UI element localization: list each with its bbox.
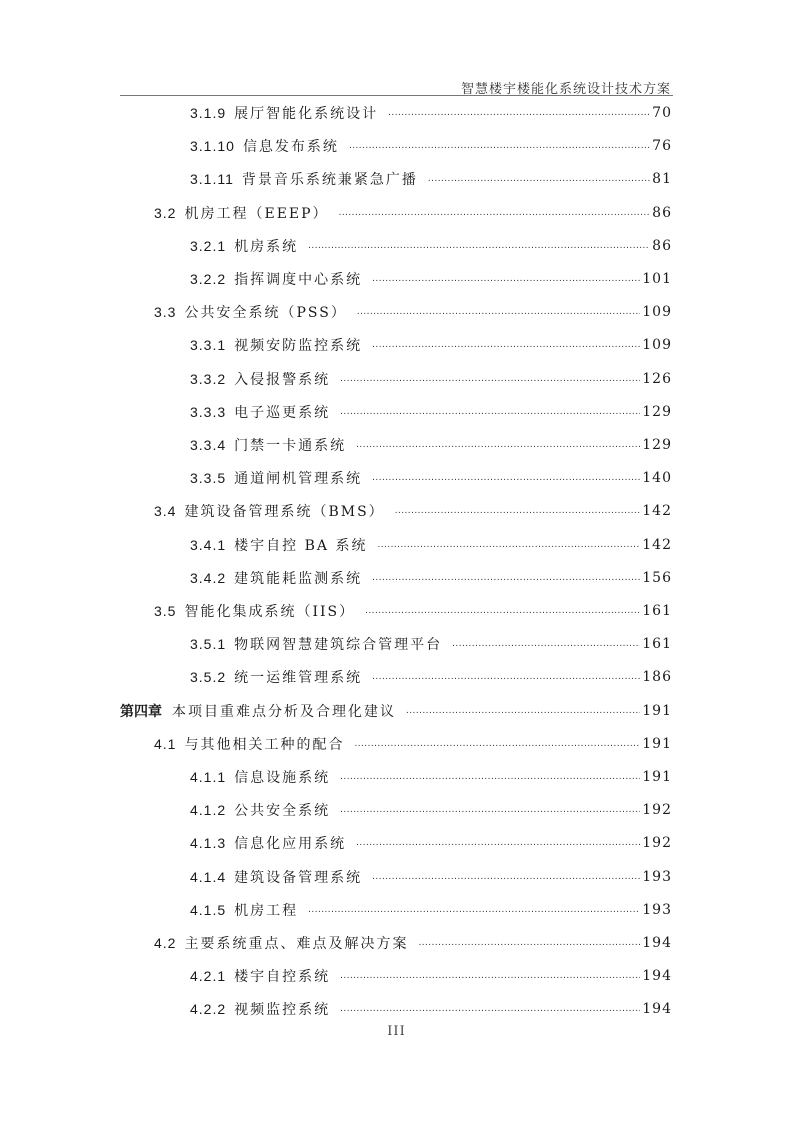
- toc-entry-number: 3.4.2: [190, 569, 227, 586]
- toc-entry[interactable]: [190, 267, 672, 291]
- toc-entry[interactable]: [190, 234, 672, 258]
- toc-entry-title: 主要系统重点、难点及解决方案: [184, 936, 409, 952]
- toc-entry-page: 109: [642, 304, 672, 321]
- toc-entry-number: 3.3.2: [190, 370, 227, 387]
- toc-entry[interactable]: [190, 400, 672, 424]
- toc-entry[interactable]: [120, 699, 672, 723]
- toc-entry[interactable]: [190, 101, 672, 125]
- toc-leader-dots: [354, 732, 640, 756]
- toc-entry-page: 142: [642, 503, 672, 520]
- toc-entry[interactable]: [154, 931, 672, 955]
- toc-entry-page: 101: [642, 271, 672, 287]
- toc-entry-page: 194: [642, 935, 672, 951]
- toc-entry[interactable]: [190, 533, 672, 557]
- toc-entry-title: 通道闸机管理系统: [234, 471, 363, 488]
- toc-leader-dots: [340, 964, 640, 988]
- toc-entry-page: 70: [652, 105, 672, 121]
- toc-entry-title: 展厅智能化系统设计: [234, 106, 379, 122]
- toc-entry-title: 视频监控系统: [234, 1002, 331, 1019]
- toc-leader-dots: [339, 201, 651, 225]
- toc-entry[interactable]: [154, 300, 672, 324]
- toc-entry-number: 3.3.5: [190, 470, 227, 487]
- toc-leader-dots: [372, 665, 640, 689]
- toc-entry[interactable]: [190, 831, 672, 855]
- toc-leader-dots: [340, 367, 640, 391]
- toc-entry-page: 86: [652, 204, 672, 221]
- toc-entry-page: 191: [642, 702, 672, 719]
- toc-entry-page: 126: [642, 370, 672, 387]
- toc-entry-number: 3.2: [154, 204, 177, 221]
- toc-entry-page: 109: [642, 337, 672, 354]
- toc-entry-number: 3.2.2: [190, 271, 227, 287]
- header-divider: [120, 95, 673, 96]
- toc-leader-dots: [372, 333, 640, 357]
- toc-entry-title: 机房系统: [234, 238, 299, 255]
- toc-entry-title: 入侵报警系统: [234, 371, 331, 388]
- toc-entry-page: 192: [642, 802, 672, 819]
- toc-entry-number: 3.5.2: [190, 669, 227, 686]
- toc-entry-page: 191: [642, 769, 672, 785]
- toc-entry[interactable]: [190, 997, 672, 1021]
- toc-leader-dots: [372, 466, 640, 490]
- toc-entry[interactable]: [190, 898, 672, 922]
- toc-entry-number: 4.2.2: [190, 1001, 227, 1018]
- toc-entry-page: 81: [652, 171, 672, 188]
- toc-entry-title: 机房工程: [234, 902, 299, 919]
- toc-leader-dots: [349, 134, 650, 158]
- toc-leader-dots: [418, 931, 640, 955]
- toc-entry-title: 建筑设备管理系统（BMS）: [184, 504, 385, 521]
- toc-entry-title: 建筑能耗监测系统: [234, 570, 363, 587]
- toc-entry[interactable]: [190, 865, 672, 889]
- toc-entry-page: 193: [642, 868, 672, 885]
- toc-leader-dots: [377, 533, 640, 557]
- toc-entry-title: 公共安全系统: [234, 803, 331, 820]
- toc-entry[interactable]: [190, 964, 672, 988]
- toc-entry[interactable]: [190, 665, 672, 689]
- toc-entry[interactable]: [190, 167, 672, 191]
- toc-entry[interactable]: [154, 732, 672, 756]
- toc-entry-number: 3.3.1: [190, 337, 227, 354]
- toc-leader-dots: [356, 831, 640, 855]
- toc-entry-title: 楼宇自控系统: [234, 969, 331, 986]
- toc-leader-dots: [308, 234, 650, 258]
- toc-entry-page: 193: [642, 901, 672, 918]
- toc-entry-title: 视频安防监控系统: [234, 338, 363, 355]
- toc-entry-page: 161: [642, 603, 672, 619]
- toc-entry-title: 电子巡更系统: [234, 404, 331, 421]
- toc-entry-number: 4.2: [154, 935, 177, 951]
- toc-leader-dots: [356, 433, 640, 457]
- toc-entry[interactable]: [190, 765, 672, 789]
- toc-leader-dots: [340, 997, 640, 1021]
- toc-entry-number: 4.1: [154, 735, 177, 752]
- toc-leader-dots: [372, 566, 640, 590]
- toc-leader-dots: [308, 898, 640, 922]
- toc-entry-number: 3.1.11: [190, 171, 234, 188]
- toc-entry-title: 物联网智慧建筑综合管理平台: [234, 637, 443, 654]
- toc-leader-dots: [372, 267, 640, 291]
- toc-entry-page: 161: [642, 636, 672, 653]
- toc-entry-title: 指挥调度中心系统: [234, 272, 363, 288]
- toc-leader-dots: [365, 599, 640, 623]
- toc-entry-title: 建筑设备管理系统: [234, 869, 363, 886]
- toc-entry-number: 4.1.5: [190, 901, 227, 918]
- toc-entry-title: 机房工程（EEEP）: [184, 205, 329, 222]
- toc-entry[interactable]: [154, 499, 672, 523]
- toc-entry-title: 背景音乐系统兼紧急广播: [241, 172, 418, 189]
- toc-entry-title: 公共安全系统（PSS）: [184, 305, 347, 322]
- toc-entry[interactable]: [190, 566, 672, 590]
- toc-entry[interactable]: [190, 134, 672, 158]
- toc-leader-dots: [406, 699, 640, 723]
- toc-entry-page: 192: [642, 835, 672, 852]
- toc-leader-dots: [395, 499, 641, 523]
- toc-leader-dots: [452, 632, 640, 656]
- toc-entry-number: 4.1.1: [190, 769, 227, 785]
- toc-entry-number: 4.2.1: [190, 968, 227, 985]
- page-header-title: 智慧楼宇楼能化系统设计技术方案: [460, 82, 671, 97]
- toc-entry[interactable]: [190, 632, 672, 656]
- toc-entry-number: 3.4: [154, 503, 177, 520]
- toc-entry-number: 3.4.1: [190, 536, 227, 553]
- toc-entry-number: 3.1.10: [190, 138, 235, 155]
- toc-entry-page: 186: [642, 669, 672, 686]
- toc-entry[interactable]: [190, 333, 672, 357]
- toc-entry[interactable]: [190, 466, 672, 490]
- toc-entry-title: 信息发布系统: [242, 139, 339, 156]
- toc-entry-number: 3.3.4: [190, 437, 227, 453]
- toc-entry-number: 第四章: [120, 703, 162, 720]
- toc-leader-dots: [357, 300, 640, 324]
- toc-entry-page: 194: [642, 968, 672, 985]
- toc-entry-number: 3.1.9: [190, 105, 227, 121]
- toc-leader-dots: [388, 101, 650, 125]
- toc-entry-page: 191: [642, 735, 672, 752]
- toc-entry[interactable]: [190, 798, 672, 822]
- toc-entry[interactable]: [190, 367, 672, 391]
- toc-entry-title: 与其他相关工种的配合: [184, 736, 345, 753]
- toc-entry-number: 3.3.3: [190, 403, 227, 420]
- toc-entry[interactable]: [154, 599, 672, 623]
- toc-entry-page: 140: [642, 470, 672, 487]
- toc-entry-number: 3.3: [154, 304, 177, 321]
- toc-leader-dots: [372, 865, 640, 889]
- toc-leader-dots: [340, 765, 640, 789]
- toc-entry-page: 194: [642, 1001, 672, 1018]
- toc-entry-page: 156: [642, 569, 672, 586]
- toc-entry-title: 统一运维管理系统: [234, 670, 363, 687]
- toc-entry-page: 76: [652, 138, 672, 155]
- toc-entry-number: 4.1.2: [190, 802, 227, 819]
- toc-entry-page: 142: [642, 536, 672, 553]
- toc-entry[interactable]: [154, 201, 672, 225]
- toc-entry-number: 3.2.1: [190, 237, 227, 254]
- toc-leader-dots: [340, 798, 640, 822]
- toc-entry-page: 129: [642, 403, 672, 420]
- toc-entry-title: 本项目重难点分析及合理化建议: [172, 703, 396, 720]
- page-number: III: [387, 1024, 406, 1039]
- toc-entry-title: 智能化集成系统（IIS）: [184, 604, 356, 620]
- toc-entry-number: 3.5: [154, 603, 177, 619]
- toc-entry-number: 4.1.3: [190, 835, 227, 852]
- toc-entry-title: 信息设施系统: [234, 770, 331, 786]
- toc-leader-dots: [428, 167, 650, 191]
- toc-entry-number: 4.1.4: [190, 868, 227, 885]
- toc-entry-title: 楼宇自控 BA 系统: [234, 537, 368, 554]
- toc-entry-title: 信息化应用系统: [234, 836, 347, 853]
- toc-entry-number: 3.5.1: [190, 636, 227, 653]
- toc-entry-title: 门禁一卡通系统: [234, 438, 347, 454]
- toc-entry[interactable]: [190, 433, 672, 457]
- toc-entry-page: 86: [652, 237, 672, 254]
- toc-entry-page: 129: [642, 437, 672, 453]
- toc-leader-dots: [340, 400, 640, 424]
